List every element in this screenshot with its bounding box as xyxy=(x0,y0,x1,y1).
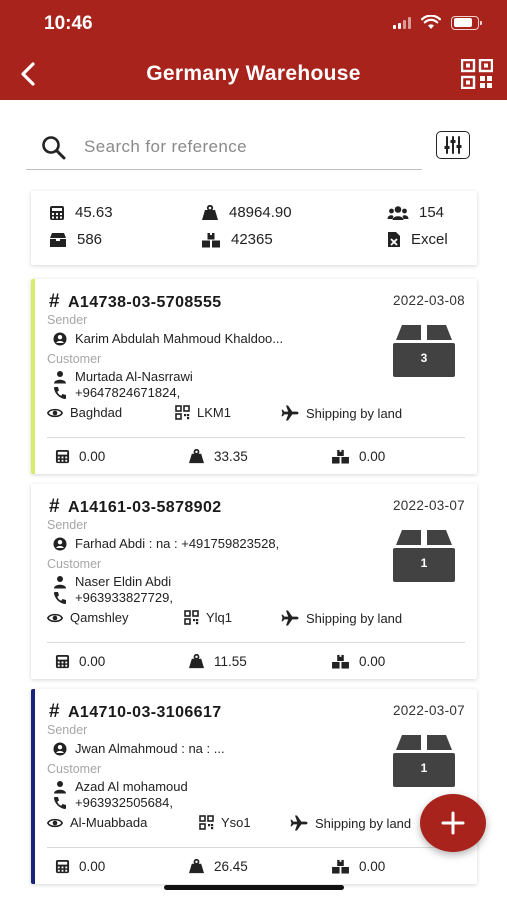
customer-name: Azad Al mohamoud xyxy=(75,779,188,794)
user-circle-icon xyxy=(53,332,67,346)
city: Baghdad xyxy=(47,405,122,420)
eye-icon xyxy=(47,406,63,420)
qr-scan-button[interactable] xyxy=(459,56,495,92)
shipment-meta xyxy=(47,815,465,837)
search-bar xyxy=(26,126,422,170)
battery-icon xyxy=(451,16,479,30)
boxes-stacked-icon xyxy=(201,232,221,248)
box-count: 1 xyxy=(420,556,428,570)
airplane-icon xyxy=(290,815,308,831)
box-count-badge xyxy=(391,323,457,379)
shipment-totals xyxy=(47,449,465,471)
calculator-icon xyxy=(55,449,70,464)
excel-file-icon xyxy=(387,231,401,248)
shipment-reference: # A14738-03-5708555 xyxy=(49,291,222,312)
card-accent xyxy=(31,484,35,679)
add-shipment-button[interactable] xyxy=(420,794,486,852)
location-code: Ylq1 xyxy=(184,610,232,625)
card-accent xyxy=(31,279,35,474)
shipping-method: Shipping by land xyxy=(281,610,402,626)
summary-card xyxy=(31,191,477,265)
box-count-badge xyxy=(391,528,457,584)
plus-icon xyxy=(441,811,465,835)
sender-label: Sender xyxy=(47,313,88,327)
customer-phone: +9647824671824, xyxy=(75,385,181,400)
location-code: LKM1 xyxy=(175,405,231,420)
summary-total-value: 45.63 xyxy=(49,204,113,221)
export-excel-button[interactable]: Excel xyxy=(387,231,448,248)
phone-row xyxy=(53,385,180,400)
phone-icon xyxy=(53,796,67,810)
eye-icon xyxy=(47,816,63,830)
shipment-reference: # A14710-03-3106617 xyxy=(49,701,222,722)
customer-name: Murtada Al-Nasrrawi xyxy=(75,369,193,384)
summary-customers: 154 xyxy=(387,204,444,221)
sender-name: Farhad Abdi : na : +491759823528, xyxy=(75,536,280,551)
customer-row xyxy=(53,779,188,794)
shipment-card[interactable] xyxy=(31,689,477,884)
shipment-reference: # A14161-03-5878902 xyxy=(49,496,222,517)
weight-icon xyxy=(188,859,205,874)
customer-label: Customer xyxy=(47,352,102,366)
customer-row xyxy=(53,574,171,589)
calculator-icon xyxy=(55,654,70,669)
shipment-weight: 26.45 xyxy=(188,859,248,874)
phone-row xyxy=(53,590,173,605)
location-code: Yso1 xyxy=(199,815,251,830)
shipment-date: 2022-03-08 xyxy=(392,293,465,308)
city: Qamshley xyxy=(47,610,129,625)
summary-pieces: 42365 xyxy=(201,231,273,248)
boxes-stacked-icon xyxy=(331,449,350,464)
shipment-pieces: 0.00 xyxy=(331,859,385,874)
boxes-stacked-icon xyxy=(331,859,350,874)
status-icons xyxy=(393,15,479,30)
shipment-pieces: 0.00 xyxy=(331,449,385,464)
shipment-totals xyxy=(47,654,465,676)
weight-icon xyxy=(201,205,219,221)
box-count: 1 xyxy=(420,761,428,775)
airplane-icon xyxy=(281,610,299,626)
customer-phone: +963933827729, xyxy=(75,590,173,605)
shipping-method: Shipping by land xyxy=(290,815,411,831)
shipment-card[interactable] xyxy=(31,484,477,679)
filter-button[interactable] xyxy=(436,131,470,159)
sender-name: Jwan Almahmoud : na : ... xyxy=(75,741,225,756)
sender-label: Sender xyxy=(47,723,88,737)
user-circle-icon xyxy=(53,742,67,756)
status-bar xyxy=(0,0,507,46)
qr-code-icon xyxy=(175,405,190,420)
sender-name: Karim Abdulah Mahmoud Khaldoo... xyxy=(75,331,284,346)
phone-icon xyxy=(53,591,67,605)
summary-boxes: 586 xyxy=(49,231,102,248)
shipment-value: 0.00 xyxy=(55,654,105,669)
user-circle-icon xyxy=(53,537,67,551)
box-count: 3 xyxy=(420,351,428,365)
calculator-icon xyxy=(49,205,65,221)
summary-total-weight: 48964.90 xyxy=(201,204,292,221)
qr-code-icon xyxy=(461,59,493,89)
shipment-meta xyxy=(47,610,465,632)
weight-icon xyxy=(188,449,205,464)
customer-row xyxy=(53,369,193,384)
shipment-weight: 11.55 xyxy=(188,654,247,669)
card-divider xyxy=(47,642,465,643)
shipment-value: 0.00 xyxy=(55,859,105,874)
sender-row xyxy=(53,331,283,346)
person-icon xyxy=(53,370,67,384)
eye-icon xyxy=(47,611,63,625)
phone-icon xyxy=(53,386,67,400)
phone-row xyxy=(53,795,173,810)
sender-row xyxy=(53,741,225,756)
cellular-signal-icon xyxy=(393,16,411,29)
shipment-pieces: 0.00 xyxy=(331,654,385,669)
person-icon xyxy=(53,780,67,794)
box-icon xyxy=(49,232,67,248)
page-title: Germany Warehouse xyxy=(146,62,361,85)
qr-code-icon xyxy=(184,610,199,625)
person-icon xyxy=(53,575,67,589)
wifi-icon xyxy=(421,15,441,30)
sliders-icon xyxy=(443,136,463,154)
weight-icon xyxy=(188,654,205,669)
customer-name: Naser Eldin Abdi xyxy=(75,574,172,589)
airplane-icon xyxy=(281,405,299,421)
status-time: 10:46 xyxy=(44,13,93,34)
customer-label: Customer xyxy=(47,557,102,571)
shipping-method: Shipping by land xyxy=(281,405,402,421)
shipment-value: 0.00 xyxy=(55,449,105,464)
customer-label: Customer xyxy=(47,762,102,776)
shipment-date: 2022-03-07 xyxy=(392,498,465,513)
boxes-stacked-icon xyxy=(331,654,350,669)
calculator-icon xyxy=(55,859,70,874)
shipment-card[interactable] xyxy=(31,279,477,474)
customer-phone: +963932505684, xyxy=(75,795,173,810)
shipment-totals xyxy=(47,859,465,881)
card-divider xyxy=(47,847,465,848)
qr-code-icon xyxy=(199,815,214,830)
city: Al-Muabbada xyxy=(47,815,147,830)
shipment-date: 2022-03-07 xyxy=(392,703,465,718)
card-accent xyxy=(31,689,35,884)
shipment-meta xyxy=(47,405,465,427)
card-divider xyxy=(47,437,465,438)
search-input[interactable] xyxy=(84,132,414,162)
home-indicator xyxy=(164,885,344,890)
search-icon xyxy=(40,134,68,162)
users-icon xyxy=(387,205,409,221)
box-count-badge xyxy=(391,733,457,789)
sender-label: Sender xyxy=(47,518,88,532)
sender-row xyxy=(53,536,279,551)
shipment-weight: 33.35 xyxy=(188,449,248,464)
app-header xyxy=(0,0,507,100)
